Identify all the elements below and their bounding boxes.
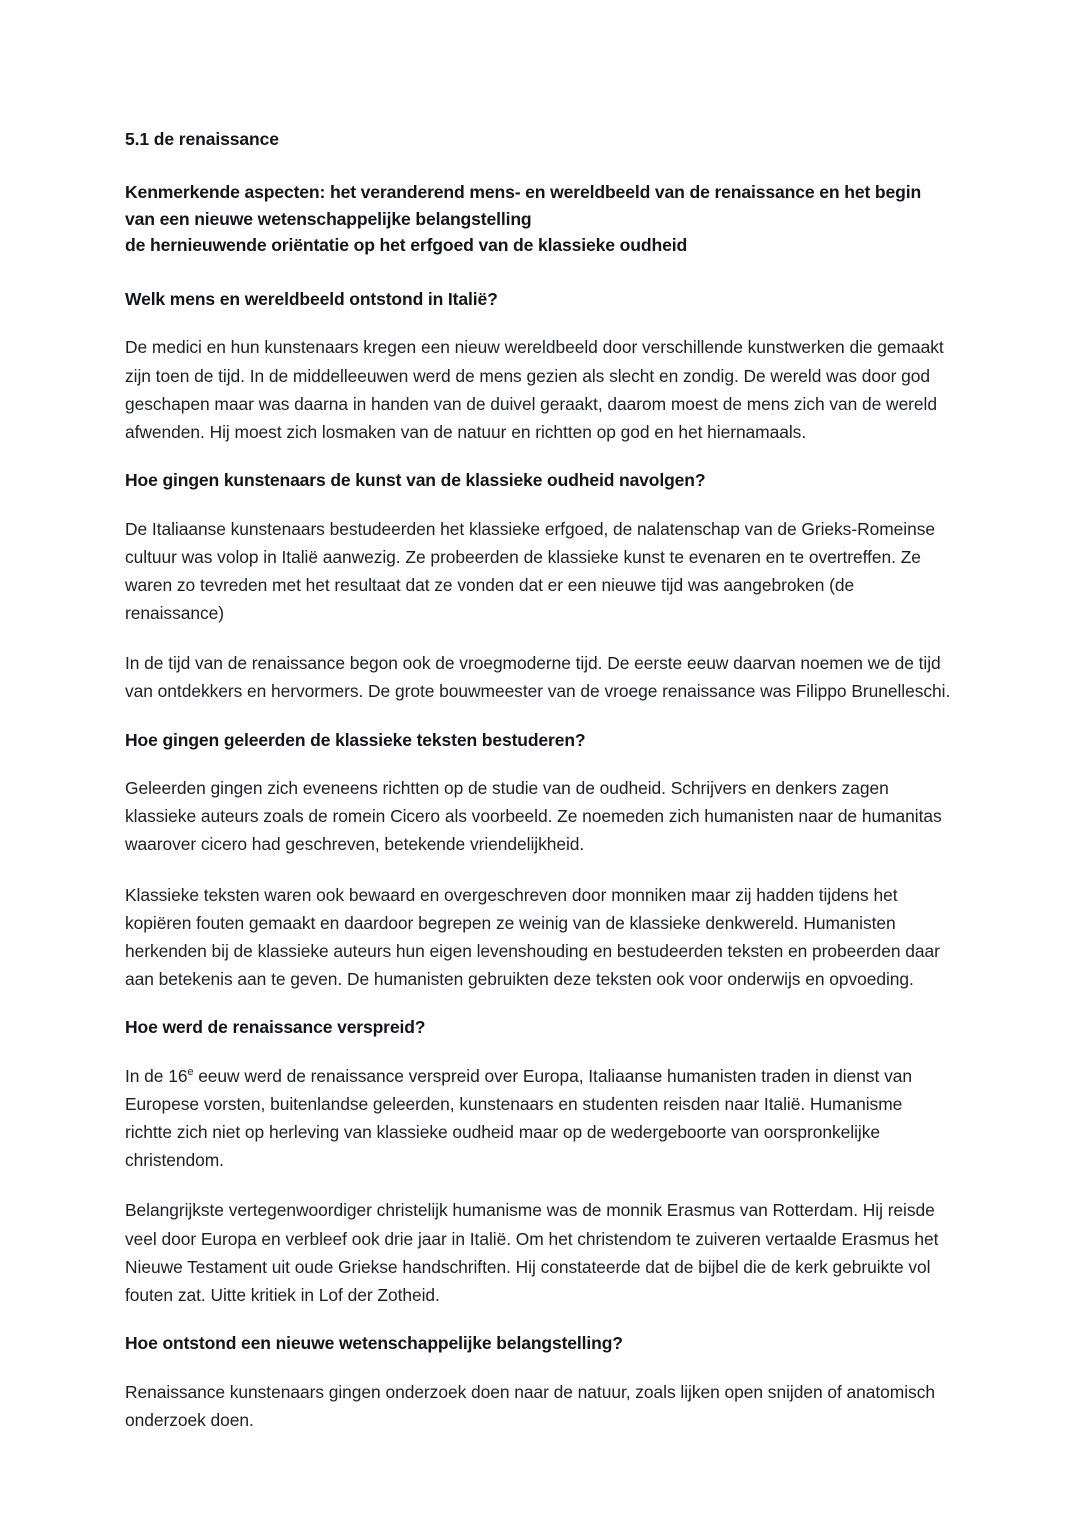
section-paragraph xyxy=(125,1062,951,1175)
section-paragraph: De medici en hun kunstenaars kregen een nieuw wereldbeeld door verschillende kunstwerken die gemaakt zijn toen de tijd. In de middelleeuwen werd de mens gezien als slecht en zondig. De wereld was door god geschapen maar was daarna in handen van de duivel geraakt, daarom moest de mens zich van de wereld afwenden. Hij moest zich losmaken van de natuur en richtten op god en het hiernamaals. xyxy=(125,337,944,442)
page-title: 5.1 de renaissance xyxy=(125,129,279,149)
ordinal-prefix: In de 16 xyxy=(125,1065,188,1086)
section-paragraph: Geleerden gingen zich eveneens richtten op de studie van de oudheid. Schrijvers en denkers zagen klassieke auteurs zoals de romein Cicero als voorbeeld. Ze noemeden zich humanisten naar de humanitas waarover cicero had geschreven, betekende vriendelijkheid. xyxy=(125,778,942,855)
section-heading-nieuwe-wetenschappelijke-belangstelling: Hoe ontstond een nieuwe wetenschappelijke belangstelling? xyxy=(125,1333,623,1354)
section-paragraph: De Italiaanse kunstenaars bestudeerden het klassieke erfgoed, de nalatenschap van de Grieks-Romeinse cultuur was volop in Italië aanwezig. Ze probeerden de klassieke kunst te evenaren en te overtreffen. Ze waren zo tevreden met het resultaat dat ze vonden dat er een nieuwe tijd was aangebroken (de renaissance) xyxy=(125,518,935,624)
ordinal-suffix: eeuw werd de renaissance verspreid over Europa, Italiaanse humanisten traden in dienst van Europese vorsten, buitenlandse geleerden, kunstenaars en studenten reisden naar Italië. Humanisme richtte zich niet op herleving van klassieke oudheid maar op de wedergeboorte van oorspronkelijke christendom. xyxy=(125,1065,912,1171)
document-body xyxy=(125,127,951,1434)
section-heading-welk-mens-en-wereldbeeld: Welk mens en wereldbeeld ontstond in Italië? xyxy=(125,289,498,310)
section-paragraph: Klassieke teksten waren ook bewaard en overgeschreven door monniken maar zij hadden tijdens het kopiëren fouten gemaakt en daardoor begrepen ze weinig van de klassieke denkwereld. Humanisten herkenden bij de klassieke auteurs hun eigen levenshouding en bestudeerden teksten en probeerden daar aan betekenis aan te geven. De humanisten gebruikten deze teksten ook voor onderwijs en opvoeding. xyxy=(125,884,940,990)
section-paragraph: Belangrijkste vertegenwoordiger christelijk humanisme was de monnik Erasmus van Rotterdam. Hij reisde veel door Europa en verbleef ook drie jaar in Italië. Om het christendom te zuiveren vertaalde Erasmus het Nieuwe Testament uit oude Griekse handschriften. Hij constateerde dat de bijbel die de kerk gebruikte vol fouten zat. Uitte kritiek in Lof der Zotheid. xyxy=(125,1200,939,1306)
lead-heading-line-1: Kenmerkende aspecten: het veranderend mens- en wereldbeeld van de renaissance en het begin van een nieuwe wetenschappelijke belangstelling xyxy=(125,181,922,229)
lead-heading-line-2: de hernieuwende oriëntatie op het erfgoed van de klassieke oudheid xyxy=(125,235,688,256)
section-heading-geleerden-klassieke-teksten: Hoe gingen geleerden de klassieke teksten bestuderen? xyxy=(125,729,586,750)
ordinal-superscript: e xyxy=(187,1065,194,1078)
section-paragraph: In de tijd van de renaissance begon ook de vroegmoderne tijd. De eerste eeuw daarvan noemen we de tijd van ontdekkers en hervormers. De grote bouwmeester van de vroege renaissance was Filippo Brunelleschi. xyxy=(125,653,951,702)
section-heading-kunst-klassieke-oudheid-navolgen: Hoe gingen kunstenaars de kunst van de klassieke oudheid navolgen? xyxy=(125,470,706,491)
lead-heading xyxy=(125,179,951,259)
section-paragraph: Renaissance kunstenaars gingen onderzoek doen naar de natuur, zoals lijken open snijden of anatomisch onderzoek doen. xyxy=(125,1381,935,1430)
section-heading-renaissance-verspreid: Hoe werd de renaissance verspreid? xyxy=(125,1017,426,1038)
